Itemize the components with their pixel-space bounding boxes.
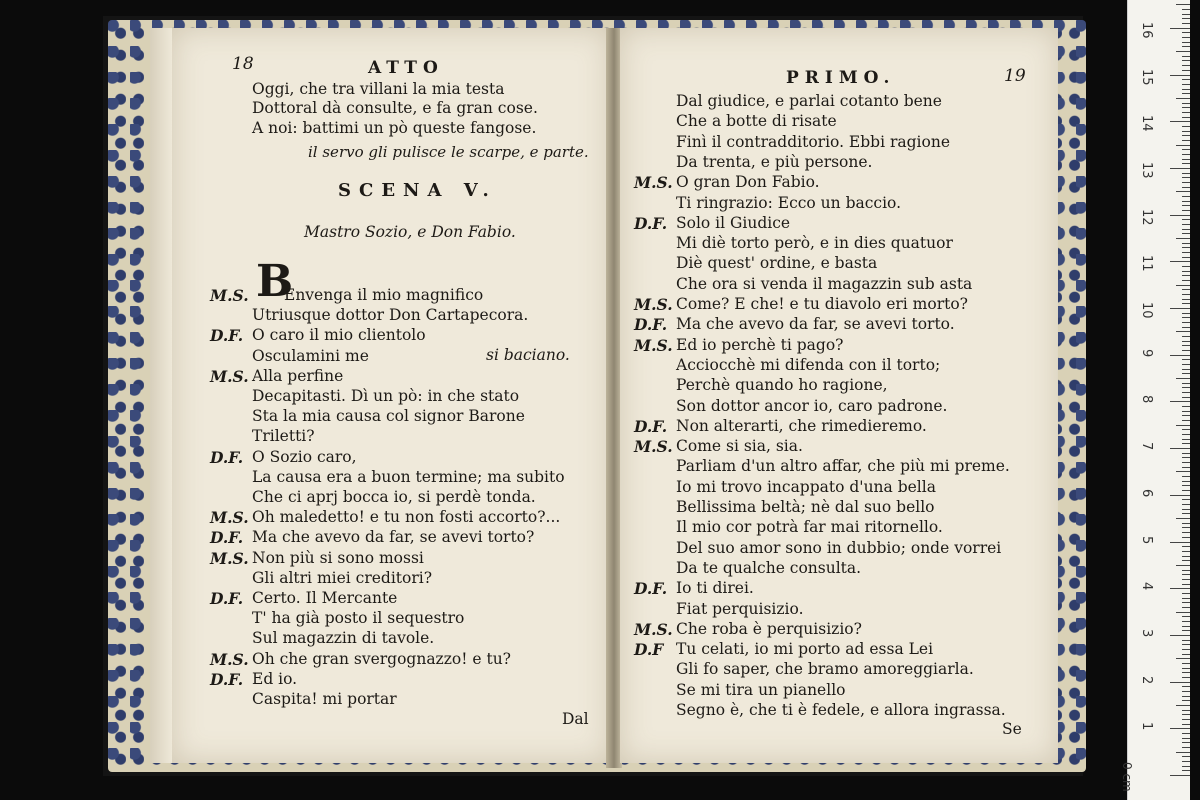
- ruler-tick: [1182, 42, 1190, 43]
- ruler-number: 9: [1139, 348, 1154, 357]
- dialogue-text: Io mi trovo incappato d'una bella: [676, 477, 936, 496]
- ruler-number: 7: [1139, 442, 1154, 451]
- ruler-tick: [1182, 89, 1190, 90]
- measuring-ruler: [1120, 0, 1190, 800]
- ruler-tick: [1182, 140, 1190, 141]
- ruler-tick: [1170, 308, 1190, 309]
- ruler-tick: [1182, 280, 1190, 281]
- speaker-tag: M.S.: [634, 619, 673, 639]
- ruler-tick: [1182, 551, 1190, 552]
- ruler-tick: [1182, 257, 1190, 258]
- speaker-tag: M.S.: [210, 366, 249, 386]
- ruler-tick: [1182, 644, 1190, 645]
- ruler-tick: [1182, 149, 1190, 150]
- ruler-tick: [1182, 546, 1190, 547]
- ruler-tick: [1176, 4, 1190, 5]
- ruler-tick: [1182, 738, 1190, 739]
- dialogue-text: Caspita! mi portar: [252, 690, 397, 708]
- ruler-tick: [1182, 266, 1190, 267]
- ruler-number: 2: [1139, 675, 1154, 684]
- verse-line: A noi: battimi un pò queste fangose.: [252, 119, 537, 137]
- ruler-tick: [1182, 649, 1190, 650]
- ruler-tick: [1182, 289, 1190, 290]
- dialogue-text: Non più si sono mossi: [252, 548, 424, 567]
- ruler-number: 10: [1139, 302, 1154, 319]
- ruler-tick: [1182, 640, 1190, 641]
- ruler-number: 12: [1139, 208, 1154, 226]
- ruler-tick: [1182, 415, 1190, 416]
- ruler-tick: [1182, 602, 1190, 603]
- dialogue-text: Osculamini me: [252, 346, 369, 365]
- speaker-tag: M.S.: [634, 295, 673, 314]
- ruler-tick: [1182, 672, 1190, 673]
- ruler-tick: [1182, 663, 1190, 664]
- dialogue-text: Come? E che! e tu diavolo eri morto?: [676, 295, 968, 313]
- dialogue-text: Ma che avevo da far, se avevi torto.: [676, 315, 955, 334]
- ruler-tick: [1182, 182, 1190, 183]
- ruler-number: 6: [1139, 488, 1154, 498]
- ruler-tick: [1182, 341, 1190, 342]
- ruler-tick: [1176, 518, 1190, 519]
- ruler-number: 4: [1139, 582, 1154, 591]
- ruler-number: 1: [1139, 722, 1154, 731]
- ruler-tick: [1182, 560, 1190, 561]
- ruler-tick: [1182, 621, 1190, 622]
- ruler-tick: [1182, 322, 1190, 323]
- ruler-tick: [1182, 350, 1190, 351]
- ruler-tick: [1170, 401, 1190, 402]
- ruler-tick: [1170, 261, 1190, 262]
- ruler-tick: [1182, 766, 1190, 767]
- ruler-tick: [1182, 345, 1190, 346]
- ruler-tick: [1182, 219, 1190, 220]
- dialogue-text: Bellissima beltà; nè dal suo bello: [676, 498, 935, 516]
- running-head: PRIMO.: [786, 68, 896, 88]
- dialogue-text: Del suo amor sono in dubbio; onde vorrei: [676, 538, 1002, 557]
- dialogue-text: Parliam d'un altro affar, che più mi preme.: [676, 457, 1010, 476]
- dialogue-text: Da trenta, e più persone.: [676, 152, 873, 171]
- ruler-tick: [1170, 215, 1190, 216]
- ruler-tick: [1182, 46, 1190, 47]
- running-head: ATTO: [368, 58, 444, 78]
- ruler-tick: [1170, 355, 1190, 356]
- ruler-tick: [1182, 770, 1190, 771]
- ruler-tick: [1182, 490, 1190, 491]
- ruler-tick: [1182, 210, 1190, 211]
- speaker-tag: D.F.: [210, 589, 244, 608]
- catchword: Dal: [562, 710, 589, 728]
- ruler-tick: [1182, 742, 1190, 743]
- ruler-tick: [1182, 439, 1190, 440]
- dialogue-text: Alla perfine: [252, 366, 344, 385]
- page-edges: [150, 28, 172, 763]
- dialogue-text: La causa era a buon termine; ma subito: [252, 467, 565, 486]
- ruler-number: 16: [1139, 21, 1154, 39]
- dialogue-text: Oh che gran svergognazzo! e tu?: [252, 649, 511, 668]
- ruler-tick: [1182, 364, 1190, 365]
- ruler-tick: [1182, 453, 1190, 454]
- ruler-tick: [1182, 499, 1190, 500]
- ruler-tick: [1182, 504, 1190, 505]
- ruler-tick: [1182, 411, 1190, 412]
- dialogue-text: Solo il Giudice: [676, 213, 791, 232]
- ruler-tick: [1182, 243, 1190, 244]
- dialogue-text: T' ha già posto il sequestro: [252, 609, 465, 628]
- ruler-tick: [1182, 420, 1190, 421]
- speaker-tag: D.F.: [634, 579, 668, 599]
- ruler-tick: [1182, 37, 1190, 38]
- ruler-tick: [1176, 191, 1190, 192]
- ruler-tick: [1182, 233, 1190, 234]
- ruler-tick: [1182, 654, 1190, 655]
- dialogue-text: Tu celati, io mi porto ad essa Lei: [676, 640, 934, 659]
- ruler-tick: [1182, 616, 1190, 617]
- ruler-tick: [1176, 285, 1190, 286]
- ruler-tick: [1182, 747, 1190, 748]
- dialogue-text: O gran Don Fabio.: [676, 173, 820, 192]
- ruler-tick: [1170, 775, 1190, 776]
- ruler-tick: [1182, 79, 1190, 80]
- ruler-tick: [1182, 65, 1190, 66]
- speaker-tag: D.F.: [634, 315, 668, 335]
- catchword: Se: [1002, 720, 1022, 738]
- speaker-tag: M.S.: [210, 286, 249, 305]
- ruler-number: 5: [1139, 535, 1154, 544]
- ruler-tick: [1182, 229, 1190, 230]
- ruler-tick: [1182, 462, 1190, 463]
- ruler-tick: [1170, 542, 1190, 543]
- ruler-tick: [1182, 224, 1190, 225]
- ruler-unit: 0 cm: [1120, 762, 1134, 792]
- ruler-tick: [1176, 658, 1190, 659]
- dialogue-text: Utriusque dottor Don Cartapecora.: [252, 306, 529, 325]
- ruler-tick: [1182, 485, 1190, 486]
- ruler-tick: [1182, 756, 1190, 757]
- scene-characters: Mastro Sozio, e Don Fabio.: [304, 223, 516, 241]
- page-number: 19: [1004, 66, 1026, 86]
- ruler-tick: [1182, 434, 1190, 435]
- ruler-tick: [1176, 612, 1190, 613]
- dialogue-text: Sta la mia causa col signor Barone: [252, 407, 525, 426]
- ruler-tick: [1182, 457, 1190, 458]
- verse-line: Oggi, che tra villani la mia testa: [252, 80, 505, 98]
- speaker-tag: D.F.: [210, 528, 244, 548]
- speaker-tag: M.S.: [210, 649, 249, 669]
- ruler-tick: [1182, 205, 1190, 206]
- ruler-tick: [1182, 163, 1190, 164]
- ruler-tick: [1182, 56, 1190, 57]
- ruler-tick: [1182, 327, 1190, 328]
- scene-title: SCENA V.: [338, 180, 497, 201]
- ruler-tick: [1182, 700, 1190, 701]
- ruler-tick: [1170, 728, 1190, 729]
- ruler-tick: [1182, 696, 1190, 697]
- ruler-tick: [1182, 271, 1190, 272]
- ruler-tick: [1182, 177, 1190, 178]
- dialogue-text: Sul magazzin di tavole.: [252, 629, 435, 648]
- dialogue-text: Fiat perquisizio.: [676, 599, 804, 618]
- ruler-tick: [1182, 443, 1190, 444]
- verse-line: Dottoral dà consulte, e fa gran cose.: [252, 99, 538, 117]
- ruler-tick: [1182, 93, 1190, 94]
- dialogue-text: Ed io.: [252, 669, 298, 688]
- ruler-tick: [1182, 196, 1190, 197]
- ruler-tick: [1182, 733, 1190, 734]
- ruler-tick: [1170, 588, 1190, 589]
- ruler-tick: [1182, 668, 1190, 669]
- ruler-tick: [1182, 252, 1190, 253]
- dialogue-text: Mi diè torto però, e in dies quatuor: [676, 234, 953, 253]
- ruler-tick: [1182, 570, 1190, 571]
- dialogue-text: Come si sia, sia.: [676, 437, 803, 456]
- speaker-tag: D.F.: [634, 213, 668, 233]
- ruler-tick: [1182, 406, 1190, 407]
- dialogue-text: Se mi tira un pianello: [676, 680, 846, 699]
- ruler-tick: [1182, 84, 1190, 85]
- ruler-tick: [1182, 112, 1190, 113]
- speaker-tag: D.F: [634, 640, 664, 660]
- ruler-number: 3: [1139, 628, 1154, 638]
- dialogue-text: Che a botte di risate: [676, 112, 837, 131]
- dialogue-text: Decapitasti. Dì un pò: in che stato: [252, 387, 520, 405]
- stage-direction: il servo gli pulisce le scarpe, e parte.: [308, 143, 589, 161]
- ruler-tick: [1182, 275, 1190, 276]
- ruler-tick: [1176, 378, 1190, 379]
- ruler-tick: [1182, 126, 1190, 127]
- dialogue-text: Segno è, che ti è fedele, e allora ingrassa.: [676, 701, 1006, 719]
- page-number: 18: [232, 54, 254, 74]
- ruler-tick: [1182, 135, 1190, 136]
- ruler-tick: [1182, 303, 1190, 304]
- ruler-tick: [1182, 686, 1190, 687]
- ruler-number: 15: [1139, 68, 1154, 86]
- ruler-tick: [1182, 383, 1190, 384]
- dialogue-text: Oh maledetto! e tu non fosti accorto?...: [252, 508, 561, 527]
- ruler-tick: [1176, 331, 1190, 332]
- ruler-tick: [1182, 429, 1190, 430]
- ruler-tick: [1182, 719, 1190, 720]
- ruler-tick: [1182, 247, 1190, 248]
- ruler-tick: [1182, 299, 1190, 300]
- dialogue-text: Perchè quando ho ragione,: [676, 376, 888, 395]
- ruler-tick: [1170, 28, 1190, 29]
- ruler-tick: [1182, 369, 1190, 370]
- dialogue-text: Il mio cor potrà far mai ritornello.: [676, 518, 943, 537]
- dialogue-text: Che ci aprj bocca io, si perdè tonda.: [252, 488, 536, 506]
- ruler-tick: [1182, 761, 1190, 762]
- dialogue-text: Ma che avevo da far, se avevi torto?: [252, 528, 535, 547]
- ruler-tick: [1170, 682, 1190, 683]
- dialogue-text: Envenga il mio magnifico: [284, 286, 484, 304]
- ruler-number: 13: [1139, 161, 1154, 179]
- ruler-tick: [1182, 317, 1190, 318]
- ruler-number: 8: [1139, 395, 1154, 404]
- ruler-tick: [1182, 724, 1190, 725]
- ruler-tick: [1182, 159, 1190, 160]
- ruler-tick: [1182, 154, 1190, 155]
- ruler-tick: [1176, 471, 1190, 472]
- ruler-tick: [1176, 565, 1190, 566]
- ruler-number: 14: [1139, 115, 1154, 132]
- ruler-tick: [1170, 168, 1190, 169]
- ruler-tick: [1182, 397, 1190, 398]
- dialogue-text: O Sozio caro,: [252, 447, 357, 466]
- ruler-tick: [1182, 630, 1190, 631]
- ruler-tick: [1176, 145, 1190, 146]
- speaker-tag: M.S.: [634, 437, 673, 457]
- ruler-tick: [1182, 294, 1190, 295]
- right-page: [620, 28, 1058, 763]
- ruler-tick: [1182, 18, 1190, 19]
- dialogue-text: Triletti?: [252, 427, 315, 446]
- speaker-tag: D.F.: [210, 326, 244, 346]
- ruler-tick: [1170, 75, 1190, 76]
- ruler-tick: [1176, 752, 1190, 753]
- ruler-tick: [1182, 70, 1190, 71]
- ruler-tick: [1182, 173, 1190, 174]
- dialogue-text: Che ora si venda il magazzin sub asta: [676, 274, 973, 293]
- ruler-tick: [1182, 32, 1190, 33]
- dialogue-text: O caro il mio clientolo: [252, 326, 426, 345]
- ruler-tick: [1182, 527, 1190, 528]
- ruler-tick: [1182, 107, 1190, 108]
- ruler-tick: [1182, 532, 1190, 533]
- ruler-tick: [1182, 574, 1190, 575]
- ruler-tick: [1182, 556, 1190, 557]
- speaker-tag: M.S.: [210, 508, 249, 528]
- ruler-tick: [1170, 635, 1190, 636]
- ruler-tick: [1182, 710, 1190, 711]
- dialogue-text: Gli fo saper, che bramo amoreggiarla.: [676, 660, 974, 679]
- ruler-tick: [1170, 495, 1190, 496]
- ruler-tick: [1182, 593, 1190, 594]
- dialogue-text: Non alterarti, che rimedieremo.: [676, 416, 927, 435]
- ruler-tick: [1182, 201, 1190, 202]
- ruler-tick: [1182, 714, 1190, 715]
- ruler-number: 11: [1139, 255, 1154, 272]
- ruler-tick: [1182, 523, 1190, 524]
- ruler-tick: [1182, 336, 1190, 337]
- speaker-tag: D.F.: [634, 416, 668, 436]
- ruler-tick: [1182, 537, 1190, 538]
- dialogue-text: Finì il contradditorio. Ebbi ragione: [676, 132, 950, 151]
- speaker-tag: M.S.: [634, 173, 673, 193]
- ruler-tick: [1182, 23, 1190, 24]
- ruler-tick: [1182, 14, 1190, 15]
- dialogue-text: Son dottor ancor io, caro padrone.: [676, 396, 948, 415]
- ruler-tick: [1176, 425, 1190, 426]
- dialogue-text: Acciocchè mi difenda con il torto;: [676, 355, 941, 374]
- ruler-tick: [1182, 584, 1190, 585]
- ruler-tick: [1182, 509, 1190, 510]
- dialogue-text: Io ti direi.: [676, 579, 754, 598]
- ruler-tick: [1182, 598, 1190, 599]
- dialogue-text: Ti ringrazio: Ecco un baccio.: [676, 193, 902, 212]
- ruler-tick: [1182, 117, 1190, 118]
- left-page: [172, 28, 610, 763]
- dialogue-text: Dal giudice, e parlai cotanto bene: [676, 92, 942, 110]
- ruler-tick: [1182, 359, 1190, 360]
- stage-direction: si baciano.: [486, 346, 570, 364]
- ruler-tick: [1176, 238, 1190, 239]
- ruler-tick: [1182, 392, 1190, 393]
- dialogue-text: Gli altri miei creditori?: [252, 568, 433, 587]
- ruler-tick: [1182, 579, 1190, 580]
- ruler-tick: [1182, 481, 1190, 482]
- speaker-tag: M.S.: [210, 548, 249, 568]
- ruler-tick: [1176, 98, 1190, 99]
- speaker-tag: D.F.: [210, 669, 244, 689]
- ruler-tick: [1182, 476, 1190, 477]
- ruler-tick: [1182, 103, 1190, 104]
- ruler-tick: [1182, 131, 1190, 132]
- dialogue-text: Ed io perchè ti pago?: [676, 335, 844, 354]
- ruler-tick: [1182, 626, 1190, 627]
- ruler-tick: [1182, 9, 1190, 10]
- speaker-tag: D.F.: [210, 447, 244, 467]
- ruler-tick: [1176, 51, 1190, 52]
- dialogue-text: Che roba è perquisizio?: [676, 619, 862, 638]
- ruler-tick: [1176, 705, 1190, 706]
- ruler-tick: [1182, 187, 1190, 188]
- ruler-tick: [1182, 60, 1190, 61]
- speaker-tag: M.S.: [634, 335, 673, 355]
- ruler-tick: [1182, 677, 1190, 678]
- drop-cap: B: [256, 256, 294, 307]
- ruler-tick: [1182, 373, 1190, 374]
- ruler-tick: [1170, 121, 1190, 122]
- ruler-tick: [1182, 313, 1190, 314]
- ruler-tick: [1182, 513, 1190, 514]
- ruler-tick: [1182, 467, 1190, 468]
- ruler-tick: [1182, 387, 1190, 388]
- ruler-tick: [1182, 607, 1190, 608]
- dialogue-text: Da te qualche consulta.: [676, 558, 862, 577]
- dialogue-text: Certo. Il Mercante: [252, 589, 398, 607]
- ruler-tick: [1182, 691, 1190, 692]
- dialogue-text: Diè quest' ordine, e basta: [676, 254, 878, 273]
- ruler-tick: [1170, 448, 1190, 449]
